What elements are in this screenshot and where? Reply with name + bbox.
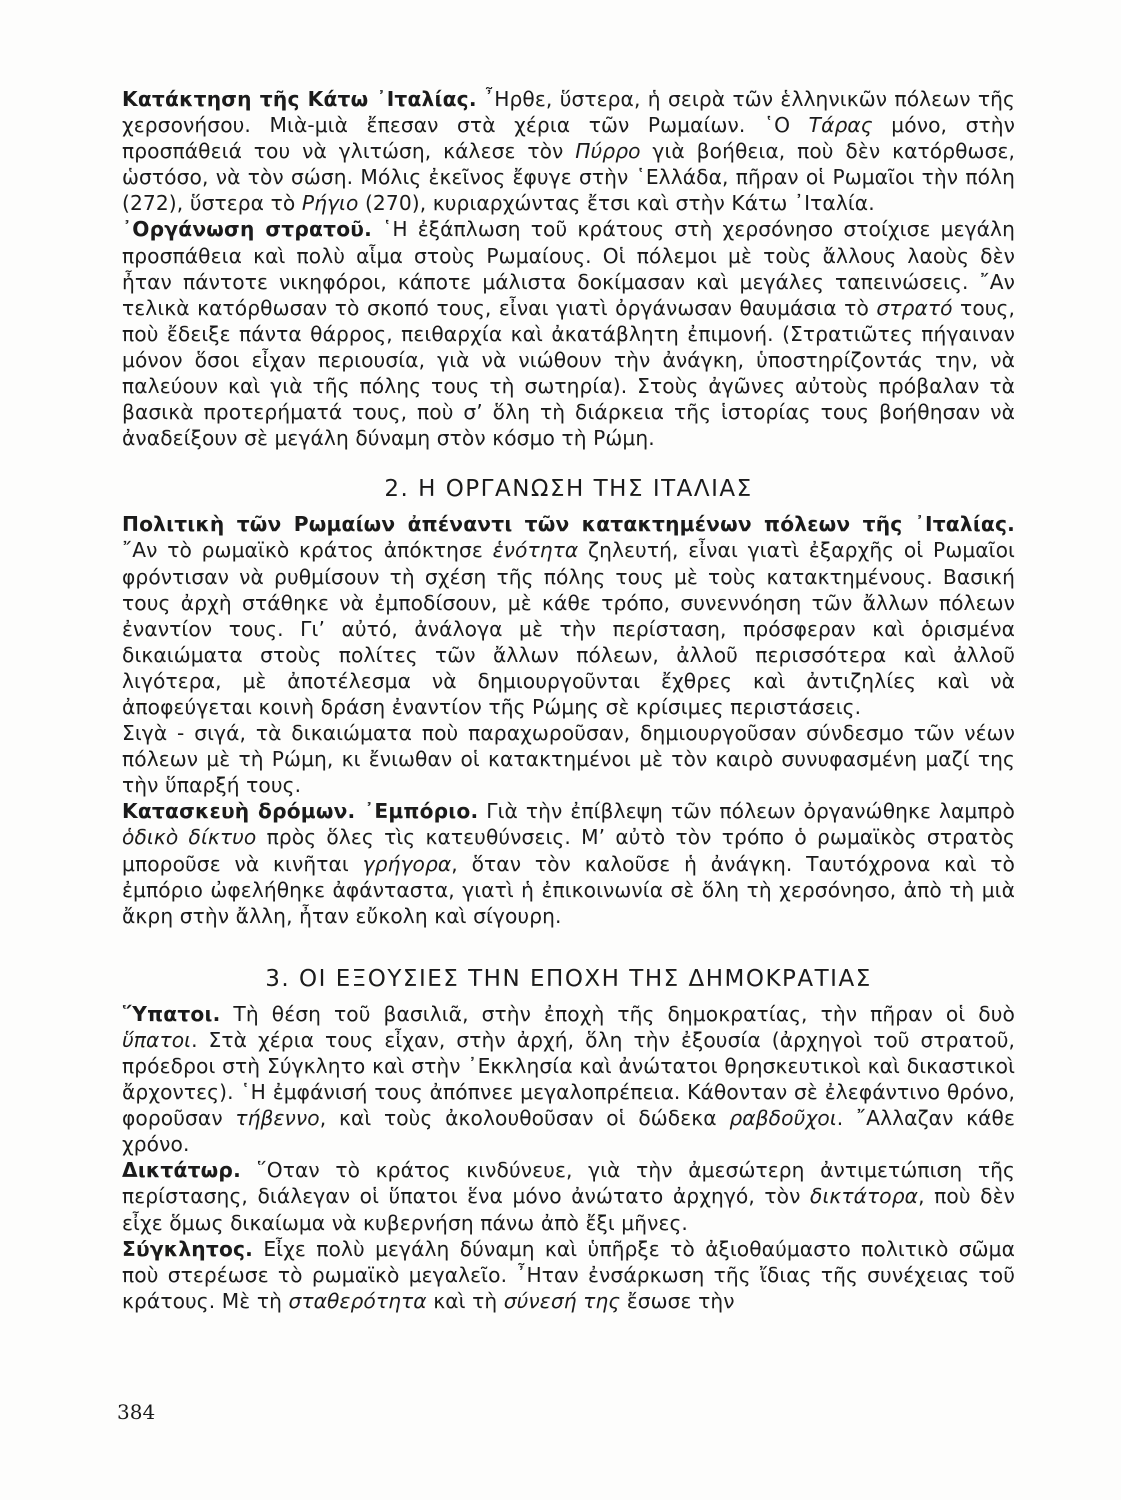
paragraph-text: ῞Οταν τὸ κράτος κινδύνευε, γιὰ τὴν ἀμεσώτερη ἀντιμετώπιση τῆς περίστασης, διάλεγαν οἱ ὕπατοι ἕνα μόνο ἀνώτατο ἀρχηγό, τὸν [122,1158,1015,1209]
emphasized-term: σταθερότητα [288,1288,427,1313]
emphasized-term: τήβεννο [235,1106,320,1131]
paragraph-text: Σιγὰ - σιγά, τὰ δικαιώματα ποὺ παραχωροῦσαν, δημιουργοῦσαν σύνδεσμο τῶν νέων πόλεων μὲ τὴ Ρώμη, κι ἔνιωθαν οἱ κατακτημένοι μὲ τὸν καιρὸ συνυφασμένη μαζί της τὴν ὕπαρξή τους. [122,721,1015,798]
text-column [122,86,1015,1314]
emphasized-term: δικτάτορα [810,1184,919,1209]
paragraph-text: πρὸς ὅλες τὶς κατευθύνσεις. Μ’ αὐτὸ τὸν τρόπο ὁ ρωμαϊκὸς στρατὸς μποροῦσε νὰ κινῆται [122,825,1015,876]
paragraph [122,720,1015,798]
emphasized-term: στρατό [876,295,953,320]
paragraph-lead-heading: Κατασκευὴ δρόμων. ᾿Εμπόριο. [122,799,479,824]
paragraph-lead-heading: Πολιτικὴ τῶν Ρωμαίων ἀπέναντι τῶν κατακτημένων πόλεων τῆς ᾿Ιταλίας. [122,512,1015,537]
paragraph-lead-heading: Σύγκλητος. [122,1236,254,1261]
paragraph-text: ῾Η ἐξάπλωση τοῦ κράτους στὴ χερσόνησο στοίχισε μεγάλη προσπάθεια καὶ πολὺ αἷμα στοὺς Ρωμαίους. Οἱ πόλεμοι μὲ τοὺς ἄλλους λαοὺς δὲν ἦταν πάντοτε νικηφόροι, κάποτε μάλιστα δοκίμασαν καὶ μεγάλες ταπεινώσεις. ῎Αν τελικὰ κατόρθωσαν τὸ σκοπό τους, εἶναι γιατὶ ὀργάνωσαν θαυμάσια τὸ [122,217,1015,320]
emphasized-term: σύνεσή της [503,1288,621,1313]
paragraph-text: Τὴ θέση τοῦ βασιλιᾶ, στὴν ἐποχὴ τῆς δημοκρατίας, τὴν πῆραν οἱ δυὸ [220,1001,1015,1026]
section-2-paragraphs [122,511,1015,929]
paragraph [122,216,1015,451]
paragraph [122,798,1015,928]
paragraph-lead-heading: Δικτάτωρ. [122,1158,241,1183]
page-number: 384 [117,1400,156,1424]
emphasized-term: Τάρας [808,113,873,138]
paragraph-lead-heading: ᾿Οργάνωση στρατοῦ. [122,217,372,242]
emphasized-term: ὁδικὸ δίκτυο [122,825,257,850]
emphasized-term: ἑνότητα [492,538,579,563]
paragraph-text: τους, ποὺ ἔδειξε πάντα θάρρος, πειθαρχία καὶ ἀκατάβλητη ἐπιμονή. (Στρατιῶτες πήγαιναν μόνον ὅσοι εἶχαν περιουσία, γιὰ νὰ νιώθουν τὴν ἀνάγκη, ὑποστηρίζοντάς την, νὰ παλεύουν καὶ γιὰ τῆς πόλης τους τὴ σωτηρία). Στοὺς ἀγῶνες αὐτοὺς πρόβαλαν τὰ βασικὰ προτερήματά τους, ποὺ σ’ ὅλη τὴ διάρκεια τῆς ἱστορίας τους βοήθησαν νὰ ἀναδείξουν σὲ μεγάλη δύναμη στὸν κόσμο τὴ Ρώμη. [122,295,1016,451]
emphasized-term: ὕπατοι [122,1027,192,1052]
paragraph-text: . ῎Αλλαζαν κάθε χρόνο. [122,1106,1016,1157]
paragraph-text: , ὅταν τὸν καλοῦσε ἡ ἀνάγκη. Ταυτόχρονα καὶ τὸ ἐμπόριο ὠφελήθηκε ἀφάνταστα, γιατὶ ἡ ἐπικοινωνία σὲ ὅλη τὴ χερσόνησο, ἀπὸ τὴ μιὰ ἄκρη στὴν ἄλλη, ἦταν εὔκολη καὶ σίγουρη. [122,851,1015,928]
paragraph-lead-heading: Κατάκτηση τῆς Κάτω ᾿Ιταλίας. [122,87,477,111]
paragraph [122,1001,1015,1158]
paragraph-text: Εἶχε πολὺ μεγάλη δύναμη καὶ ὑπῆρξε τὸ ἀξιοθαύμαστο πολιτικὸ σῶμα ποὺ στερέωσε τὸ ρωμαϊκὸ μεγαλεῖο. ῏Ηταν ἐνσάρκωση τῆς ἴδιας τῆς συνέχειας τοῦ κράτους. Μὲ τὴ [122,1236,1015,1313]
section-3-heading: 3. ΟΙ ΕΞΟΥΣΙΕΣ ΤΗΝ ΕΠΟΧΗ ΤΗΣ ΔΗΜΟΚΡΑΤΙΑΣ [265,965,872,992]
paragraph-text: , καὶ τοὺς ἀκολουθοῦσαν οἱ δώδεκα [319,1106,730,1131]
paragraph [122,511,1015,720]
section-3-paragraphs [122,1001,1015,1314]
emphasized-term: Πύρρο [575,139,641,164]
section-2-heading: 2. Η ΟΡΓΑΝΩΣΗ ΤΗΣ ΙΤΑΛΙΑΣ [384,476,753,503]
paragraph-text: Γιὰ τὴν ἐπίβλεψη τῶν πόλεων ὀργανώθηκε λαμπρὸ [478,799,1015,824]
paragraph-text: ζηλευτή, εἶναι γιατὶ ἐξαρχῆς οἱ Ρωμαῖοι φρόντισαν νὰ ρυθμίσουν τὴ σχέση τῆς πόλης τους μὲ τοὺς κατακτημένους. Βασική τους ἀρχὴ στάθηκε νὰ ἐμποδίσουν, μὲ κάθε τρόπο, συνεννόηση τῶν ἄλλων πόλεων ἐναντίον τους. Γι’ αὐτό, ἀνάλογα μὲ τὴν περίσταση, πρόσφεραν καὶ ὁρισμένα δικαιώματα στοὺς πολίτες τῶν ἄλλων πόλεων, ἀλλοῦ περισσότερα καὶ ἀλλοῦ λιγότερα, μὲ ἀποτέλεσμα νὰ δημιουργοῦνται ἔχθρες καὶ ἀντιζηλίες καὶ νὰ ἀποφεύγεται κοινὴ δράση ἐναντίον τῆς Ρώμης σὲ κρίσιμες περιστάσεις. [122,538,1015,719]
emphasized-term: Ρήγιο [301,191,359,216]
paragraph [122,86,1015,216]
paragraph [122,1157,1015,1235]
paragraph-text: ἔσωσε τὴν [620,1288,735,1313]
paragraph-text: μόνο, στὴν προσπάθειά του νὰ γλιτώση, κάλεσε τὸν [122,113,1015,164]
paragraph-text: γιὰ βοήθεια, ποὺ δὲν κατόρθωσε, ὡστόσο, νὰ τὸν σώση. Μόλις ἐκεῖνος ἔφυγε στὴν ῾Ελλάδα, πῆραν οἱ Ρωμαῖοι τὴν πόλη (272), ὕστερα τὸ [122,139,1015,216]
paragraph-lead-heading: ῞Υπατοι. [122,1001,221,1026]
paragraph-text: καὶ τὴ [426,1288,504,1313]
paragraph-text: (270), κυριαρχώντας ἔτσι καὶ στὴν Κάτω ᾿Ιταλία. [358,191,875,216]
paragraph-text: ῎Αν τὸ ρωμαϊκὸ κράτος ἀπόκτησε [122,538,493,563]
paragraph [122,1236,1015,1314]
paragraph-text: , ποὺ δὲν εἶχε ὅμως δικαίωμα νὰ κυβερνήση πάνω ἀπὸ ἔξι μῆνες. [122,1184,1015,1235]
emphasized-term: γρήγορα [362,851,452,876]
emphasized-term: ραβδοῦχοι [729,1106,837,1131]
paragraph-text: . Στὰ χέρια τους εἶχαν, στὴν ἀρχή, ὅλη τὴν ἐξουσία (ἀρχηγοὶ τοῦ στρατοῦ, πρόεδροι στὴ Σύγκλητο καὶ στὴν ᾿Εκκλησία καὶ ἀνώτατοι θρησκευτικοὶ καὶ δικαστικοὶ ἄρχοντες). ῾Η ἐμφάνισή τους ἀπόπνεε μεγαλοπρέπεια. Κάθονταν σὲ ἐλεφάντινο θρόνο, φοροῦσαν [122,1027,1015,1131]
paragraph-text: ῏Ηρθε, ὕστερα, ἡ σειρὰ τῶν ἑλληνικῶν πόλεων τῆς χερσονήσου. Μιὰ-μιὰ ἔπεσαν στὰ χέρια τῶν Ρωμαίων. ῾Ο [122,87,1015,138]
intro-paragraphs [122,86,1015,451]
